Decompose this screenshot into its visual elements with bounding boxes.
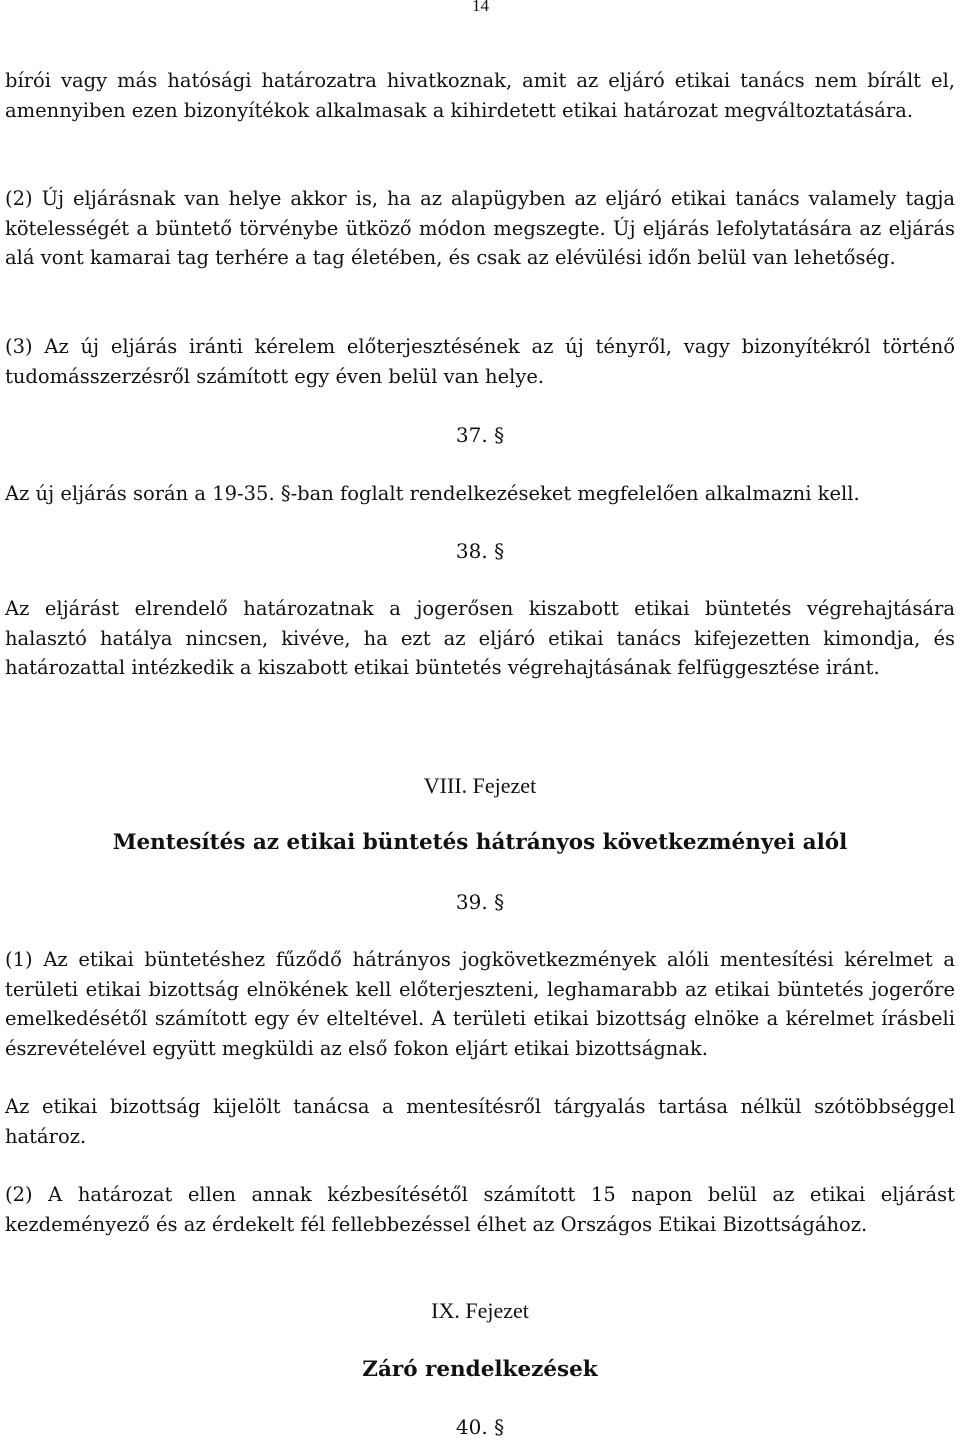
paragraph-38: Az eljárást elrendelő határozatnak a jogerősen kiszabott etikai büntetés végrehajtására halasztó hatálya nincsen, kivéve, ha ezt az eljáró etikai tanács kifejezetten kimondja, és határozattal intézkedik a kiszabott etikai büntetés végrehajtásának felfüggesztése iránt. bbox=[5, 597, 955, 679]
paragraph-39-2: (2) A határozat ellen annak kézbesítésétől számított 15 napon belül az etikai eljárást kezdeményező és az érdekelt fél fellebbezéssel élhet az Országos Etikai Bizottságához. bbox=[5, 1183, 955, 1236]
section-heading-39: 39. § bbox=[455, 890, 505, 914]
chapter-9-title: Záró rendelkezések bbox=[362, 1357, 598, 1382]
page-content bbox=[5, 0, 955, 1444]
chapter-9-label: IX. Fejezet bbox=[431, 1298, 529, 1323]
paragraph-intro: bírói vagy más hatósági határozatra hivatkoznak, amit az eljáró etikai tanács nem bírált el, amennyiben ezen bizonyítékok alkalmasak a kihirdetett etikai határozat megváltoztatására. bbox=[5, 69, 955, 122]
section-heading-37: 37. § bbox=[455, 423, 505, 447]
paragraph-36-2: (2) Új eljárásnak van helye akkor is, ha az alapügyben az eljáró etikai tanács valamely tagja kötelességét a büntető törvénybe ütköző módon megszegte. Új eljárás lefolytatására az eljárás alá vont kamarai tag terhére a tag életében, és csak az elévülési időn belül van lehetőség. bbox=[5, 187, 955, 269]
section-heading-38: 38. § bbox=[455, 539, 505, 563]
section-heading-40: 40. § bbox=[455, 1415, 505, 1439]
chapter-8-title: Mentesítés az etikai büntetés hátrányos következményei alól bbox=[112, 830, 848, 855]
paragraph-37: Az új eljárás során a 19-35. §-ban foglalt rendelkezéseket megfelelően alkalmazni kell. bbox=[5, 482, 860, 505]
chapter-8-label: VIII. Fejezet bbox=[423, 773, 537, 798]
paragraph-39-1a: (1) Az etikai büntetéshez fűződő hátrányos jogkövetkezmények alóli mentesítési kérelmet a területi etikai bizottság elnökének kell előterjeszteni, leghamarabb az etikai büntetés jogerőre emelkedésétől számított egy év elteltével. A területi etikai bizottság elnöke a kérelmet írásbeli észrevételével együtt megküldi az első fokon eljárt etikai bizottságnak. bbox=[5, 948, 955, 1060]
page-number: 14 bbox=[472, 0, 489, 15]
paragraph-36-3: (3) Az új eljárás iránti kérelem előterjesztésének az új tényről, vagy bizonyítékról történő tudomásszerzésről számított egy éven belül van helye. bbox=[5, 335, 955, 388]
paragraph-39-1b: Az etikai bizottság kijelölt tanácsa a mentesítésről tárgyalás tartása nélkül szótöbbséggel határoz. bbox=[5, 1095, 955, 1148]
